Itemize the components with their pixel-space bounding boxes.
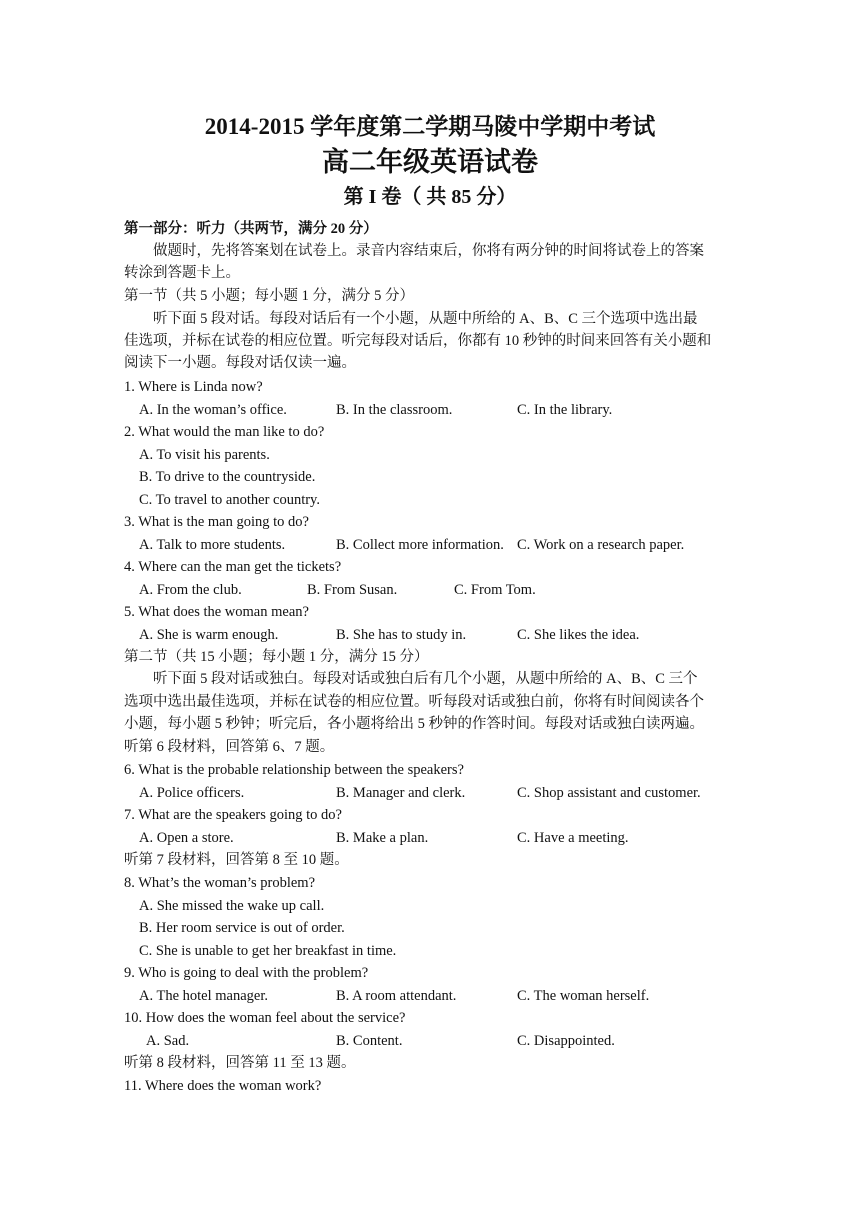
question-5: 5. What does the woman mean? — [124, 604, 309, 620]
q3-option-c: C. Work on a research paper. — [517, 537, 685, 553]
q2-option-c: C. To travel to another country. — [139, 492, 320, 508]
q1-option-b: B. In the classroom. — [336, 402, 453, 418]
q10-option-a: A. Sad. — [146, 1033, 190, 1049]
q4-option-a: A. From the club. — [139, 582, 242, 598]
material-6-note: 听第 6 段材料，回答第 6、7 题。 — [124, 739, 335, 755]
q4-option-c: C. From Tom. — [454, 582, 536, 598]
question-9: 9. Who is going to deal with the problem? — [124, 965, 369, 981]
q2-option-a: A. To visit his parents. — [139, 447, 270, 463]
q9-option-a: A. The hotel manager. — [139, 988, 268, 1004]
section1-directions: 听下面 5 段对话。每段对话后有一个小题，从题中所给的 A、B、C 三个选项中选出最 — [153, 311, 698, 327]
part1-heading: 第一部分：听力（共两节，满分 20 分） — [124, 221, 378, 237]
material-8-note: 听第 8 段材料，回答第 11 至 13 题。 — [124, 1055, 356, 1071]
exam-title: 2014-2015 学年度第二学期马陵中学期中考试 — [204, 114, 656, 139]
q7-option-c: C. Have a meeting. — [517, 830, 629, 846]
q6-option-b: B. Manager and clerk. — [336, 785, 466, 801]
q9-option-c: C. The woman herself. — [517, 988, 650, 1004]
q8-option-c: C. She is unable to get her breakfast in time. — [139, 943, 397, 959]
section2-directions-cont: 小题，每小题 5 秒钟；听完后，各小题将给出 5 秒钟的作答时间。每段对话或独白读两遍。 — [124, 716, 704, 732]
q1-option-a: A. In the woman’s office. — [139, 402, 287, 418]
section2-heading: 第二节（共 15 小题；每小题 1 分，满分 15 分） — [124, 649, 429, 665]
q6-option-c: C. Shop assistant and customer. — [517, 785, 701, 801]
question-3: 3. What is the man going to do? — [124, 514, 309, 530]
q8-option-b: B. Her room service is out of order. — [139, 920, 345, 936]
q6-option-a: A. Police officers. — [139, 785, 245, 801]
question-7: 7. What are the speakers going to do? — [124, 807, 342, 823]
q4-option-b: B. From Susan. — [307, 582, 398, 598]
q3-option-a: A. Talk to more students. — [139, 537, 286, 553]
question-6: 6. What is the probable relationship between the speakers? — [124, 762, 464, 778]
section1-directions-cont: 阅读下一小题。每段对话仅读一遍。 — [124, 355, 356, 371]
q5-option-c: C. She likes the idea. — [517, 627, 640, 643]
question-2: 2. What would the man like to do? — [124, 424, 325, 440]
q5-option-b: B. She has to study in. — [336, 627, 467, 643]
part1-intro: 做题时，先将答案划在试卷上。录音内容结束后，你将有两分钟的时间将试卷上的答案 — [153, 243, 704, 259]
section1-directions-cont: 佳选项，并标在试卷的相应位置。听完每段对话后，你都有 10 秒钟的时间来回答有关小题和 — [124, 333, 712, 349]
exam-subtitle: 高二年级英语试卷 — [322, 147, 538, 177]
question-11: 11. Where does the woman work? — [124, 1078, 322, 1094]
q10-option-c: C. Disappointed. — [517, 1033, 615, 1049]
q1-option-c: C. In the library. — [517, 402, 613, 418]
q8-option-a: A. She missed the wake up call. — [139, 898, 325, 914]
question-10: 10. How does the woman feel about the service? — [124, 1010, 406, 1026]
volume-title: 第 I 卷（ 共 85 分） — [343, 186, 517, 208]
q7-option-a: A. Open a store. — [139, 830, 234, 846]
section2-directions-cont: 选项中选出最佳选项，并标在试卷的相应位置。听每段对话或独白前，你将有时间阅读各个 — [124, 694, 704, 710]
section1-heading: 第一节（共 5 小题；每小题 1 分，满分 5 分） — [124, 288, 414, 304]
material-7-note: 听第 7 段材料，回答第 8 至 10 题。 — [124, 852, 349, 868]
question-8: 8. What’s the woman’s problem? — [124, 875, 316, 891]
q2-option-b: B. To drive to the countryside. — [139, 469, 316, 485]
q10-option-b: B. Content. — [336, 1033, 403, 1049]
q7-option-b: B. Make a plan. — [336, 830, 429, 846]
part1-intro-cont: 转涂到答题卡上。 — [124, 265, 240, 281]
question-4: 4. Where can the man get the tickets? — [124, 559, 342, 575]
q3-option-b: B. Collect more information. — [336, 537, 504, 553]
question-1: 1. Where is Linda now? — [124, 379, 263, 395]
q9-option-b: B. A room attendant. — [336, 988, 457, 1004]
section2-directions: 听下面 5 段对话或独白。每段对话或独白后有几个小题，从题中所给的 A、B、C 三个 — [153, 671, 698, 687]
q5-option-a: A. She is warm enough. — [139, 627, 279, 643]
